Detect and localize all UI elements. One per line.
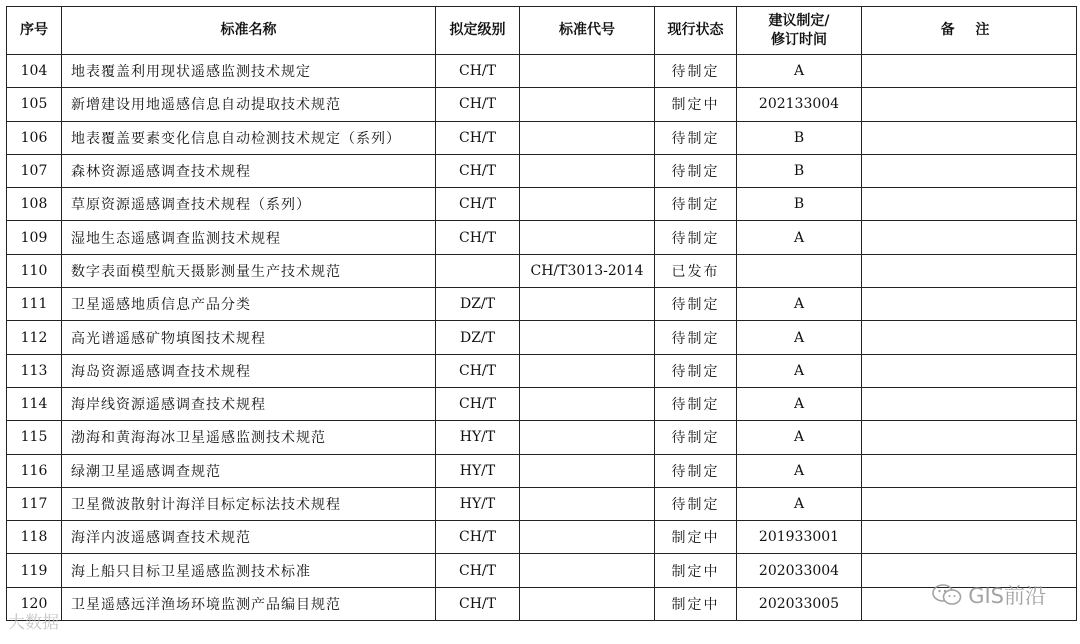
cell-level: CH/T bbox=[436, 387, 520, 420]
cell-name: 渤海和黄海海冰卫星遥感监测技术规范 bbox=[62, 421, 436, 454]
cell-note bbox=[862, 121, 1077, 154]
cell-level: CH/T bbox=[436, 121, 520, 154]
table-row bbox=[7, 454, 1077, 487]
cell-note bbox=[862, 288, 1077, 321]
watermark-text: GIS前沿 bbox=[968, 584, 1046, 608]
table-row bbox=[7, 354, 1077, 387]
cell-level: DZ/T bbox=[436, 288, 520, 321]
cell-note bbox=[862, 221, 1077, 254]
table-row bbox=[7, 587, 1077, 620]
cell-no: 111 bbox=[7, 288, 62, 321]
cell-no: 120 bbox=[7, 587, 62, 620]
cell-note bbox=[862, 387, 1077, 420]
cell-name: 海洋内波遥感调查技术规范 bbox=[62, 521, 436, 554]
cell-time: B bbox=[737, 154, 862, 187]
watermark-left bbox=[8, 608, 59, 633]
cell-status: 制定中 bbox=[655, 587, 737, 620]
cell-code bbox=[520, 121, 655, 154]
cell-code bbox=[520, 221, 655, 254]
cell-no: 112 bbox=[7, 321, 62, 354]
cell-name: 卫星遥感远洋渔场环境监测产品编目规范 bbox=[62, 587, 436, 620]
header-name: 标准名称 bbox=[62, 7, 436, 55]
cell-level: CH/T bbox=[436, 88, 520, 121]
watermark-left-text: 大数据 bbox=[8, 613, 59, 633]
cell-name: 海上船只目标卫星遥感监测技术标准 bbox=[62, 554, 436, 587]
cell-note bbox=[862, 521, 1077, 554]
cell-time: A bbox=[737, 288, 862, 321]
table-row bbox=[7, 55, 1077, 88]
cell-level: CH/T bbox=[436, 55, 520, 88]
cell-level: CH/T bbox=[436, 554, 520, 587]
cell-status: 待制定 bbox=[655, 321, 737, 354]
cell-time: 202033005 bbox=[737, 587, 862, 620]
table-row bbox=[7, 121, 1077, 154]
cell-no: 109 bbox=[7, 221, 62, 254]
header-note: 备 注 bbox=[862, 7, 1077, 55]
cell-status: 待制定 bbox=[655, 121, 737, 154]
cell-time: A bbox=[737, 55, 862, 88]
cell-level: CH/T bbox=[436, 521, 520, 554]
cell-note bbox=[862, 487, 1077, 520]
cell-time: A bbox=[737, 221, 862, 254]
cell-code bbox=[520, 554, 655, 587]
cell-time: A bbox=[737, 454, 862, 487]
cell-name: 海岸线资源遥感调查技术规程 bbox=[62, 387, 436, 420]
table-row bbox=[7, 254, 1077, 287]
cell-no: 106 bbox=[7, 121, 62, 154]
cell-code bbox=[520, 487, 655, 520]
table-row bbox=[7, 554, 1077, 587]
cell-status: 待制定 bbox=[655, 288, 737, 321]
cell-note bbox=[862, 321, 1077, 354]
cell-code bbox=[520, 288, 655, 321]
cell-status: 制定中 bbox=[655, 554, 737, 587]
cell-no: 105 bbox=[7, 88, 62, 121]
header-time bbox=[737, 7, 862, 55]
cell-level bbox=[436, 254, 520, 287]
table-row bbox=[7, 88, 1077, 121]
cell-status: 待制定 bbox=[655, 55, 737, 88]
cell-code bbox=[520, 387, 655, 420]
cell-level: HY/T bbox=[436, 487, 520, 520]
header-no: 序号 bbox=[7, 7, 62, 55]
cell-code bbox=[520, 354, 655, 387]
cell-name: 湿地生态遥感调查监测技术规程 bbox=[62, 221, 436, 254]
cell-status: 待制定 bbox=[655, 487, 737, 520]
cell-code bbox=[520, 55, 655, 88]
cell-no: 116 bbox=[7, 454, 62, 487]
cell-code bbox=[520, 454, 655, 487]
cell-level: DZ/T bbox=[436, 321, 520, 354]
cell-level: HY/T bbox=[436, 421, 520, 454]
cell-level: CH/T bbox=[436, 221, 520, 254]
table-row bbox=[7, 487, 1077, 520]
cell-status: 待制定 bbox=[655, 154, 737, 187]
cell-time: A bbox=[737, 321, 862, 354]
cell-no: 118 bbox=[7, 521, 62, 554]
table-row bbox=[7, 321, 1077, 354]
header-time-line1: 建议制定/ bbox=[768, 12, 830, 29]
cell-note bbox=[862, 188, 1077, 221]
cell-note bbox=[862, 55, 1077, 88]
cell-code: CH/T3013-2014 bbox=[520, 254, 655, 287]
cell-name: 新增建设用地遥感信息自动提取技术规范 bbox=[62, 88, 436, 121]
table-row bbox=[7, 421, 1077, 454]
cell-note bbox=[862, 88, 1077, 121]
cell-note bbox=[862, 354, 1077, 387]
cell-time: 202033004 bbox=[737, 554, 862, 587]
cell-no: 115 bbox=[7, 421, 62, 454]
cell-time: A bbox=[737, 421, 862, 454]
cell-name: 卫星遥感地质信息产品分类 bbox=[62, 288, 436, 321]
cell-level: CH/T bbox=[436, 188, 520, 221]
cell-name: 卫星微波散射计海洋目标定标法技术规程 bbox=[62, 487, 436, 520]
cell-time: 202133004 bbox=[737, 88, 862, 121]
cell-status: 制定中 bbox=[655, 88, 737, 121]
wechat-icon bbox=[932, 584, 962, 606]
cell-note bbox=[862, 421, 1077, 454]
cell-name: 地表覆盖要素变化信息自动检测技术规定（系列） bbox=[62, 121, 436, 154]
cell-level: CH/T bbox=[436, 154, 520, 187]
table-row bbox=[7, 387, 1077, 420]
cell-level: CH/T bbox=[436, 354, 520, 387]
cell-no: 104 bbox=[7, 55, 62, 88]
cell-code bbox=[520, 321, 655, 354]
table-row bbox=[7, 221, 1077, 254]
cell-code bbox=[520, 421, 655, 454]
cell-no: 113 bbox=[7, 354, 62, 387]
header-status: 现行状态 bbox=[655, 7, 737, 55]
cell-status: 待制定 bbox=[655, 221, 737, 254]
table-header-row bbox=[7, 7, 1077, 55]
cell-no: 108 bbox=[7, 188, 62, 221]
standards-table bbox=[6, 6, 1077, 621]
header-time-line2: 修订时间 bbox=[771, 31, 827, 48]
header-level: 拟定级别 bbox=[436, 7, 520, 55]
cell-no: 110 bbox=[7, 254, 62, 287]
cell-level: CH/T bbox=[436, 587, 520, 620]
cell-name: 海岛资源遥感调查技术规程 bbox=[62, 354, 436, 387]
cell-status: 待制定 bbox=[655, 387, 737, 420]
cell-time: A bbox=[737, 387, 862, 420]
table-row bbox=[7, 188, 1077, 221]
cell-code bbox=[520, 521, 655, 554]
cell-status: 待制定 bbox=[655, 188, 737, 221]
cell-name: 数字表面模型航天摄影测量生产技术规范 bbox=[62, 254, 436, 287]
cell-no: 117 bbox=[7, 487, 62, 520]
cell-name: 高光谱遥感矿物填图技术规程 bbox=[62, 321, 436, 354]
cell-status: 待制定 bbox=[655, 354, 737, 387]
cell-time bbox=[737, 254, 862, 287]
cell-time: B bbox=[737, 121, 862, 154]
cell-note bbox=[862, 154, 1077, 187]
watermark bbox=[932, 580, 1046, 610]
cell-name: 地表覆盖利用现状遥感监测技术规定 bbox=[62, 55, 436, 88]
cell-no: 119 bbox=[7, 554, 62, 587]
cell-code bbox=[520, 188, 655, 221]
cell-status: 已发布 bbox=[655, 254, 737, 287]
cell-time: A bbox=[737, 487, 862, 520]
cell-time: 201933001 bbox=[737, 521, 862, 554]
cell-code bbox=[520, 587, 655, 620]
table-row bbox=[7, 288, 1077, 321]
cell-time: B bbox=[737, 188, 862, 221]
cell-code bbox=[520, 154, 655, 187]
table-row bbox=[7, 154, 1077, 187]
cell-name: 草原资源遥感调查技术规程（系列） bbox=[62, 188, 436, 221]
table-row bbox=[7, 521, 1077, 554]
cell-name: 绿潮卫星遥感调查规范 bbox=[62, 454, 436, 487]
cell-level: HY/T bbox=[436, 454, 520, 487]
cell-name: 森林资源遥感调查技术规程 bbox=[62, 154, 436, 187]
cell-note bbox=[862, 454, 1077, 487]
header-code: 标准代号 bbox=[520, 7, 655, 55]
cell-no: 107 bbox=[7, 154, 62, 187]
cell-time: A bbox=[737, 354, 862, 387]
cell-code bbox=[520, 88, 655, 121]
cell-status: 待制定 bbox=[655, 454, 737, 487]
cell-status: 待制定 bbox=[655, 421, 737, 454]
cell-no: 114 bbox=[7, 387, 62, 420]
cell-status: 制定中 bbox=[655, 521, 737, 554]
cell-note bbox=[862, 254, 1077, 287]
